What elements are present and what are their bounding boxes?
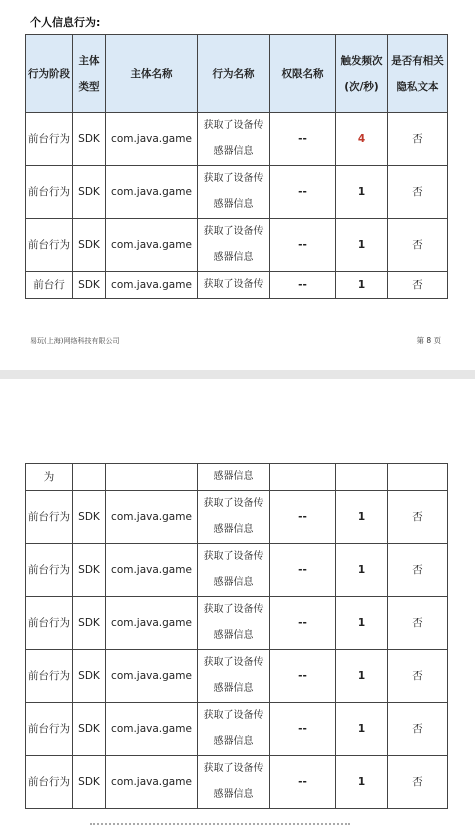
table-row xyxy=(26,491,448,544)
cell-type: SDK xyxy=(73,703,106,756)
cell-permission: -- xyxy=(270,544,336,597)
cell-stage: 前台行为 xyxy=(26,491,73,544)
cell-type: SDK xyxy=(73,491,106,544)
cell-type: SDK xyxy=(73,597,106,650)
cell-permission: -- xyxy=(270,491,336,544)
cell-frequency: 1 xyxy=(336,544,388,597)
cell-type: SDK xyxy=(73,113,106,166)
cell-action: 获取了设备传 xyxy=(198,272,270,299)
cell-stage: 前台行为 xyxy=(26,544,73,597)
cell-action: 获取了设备传感器信息 xyxy=(198,544,270,597)
cell-frequency: 1 xyxy=(336,491,388,544)
cell-privacy: 否 xyxy=(388,703,448,756)
cell-frequency: 1 xyxy=(336,219,388,272)
cell-name: com.java.game xyxy=(106,756,198,809)
cell-permission: -- xyxy=(270,703,336,756)
cell-type xyxy=(73,464,106,491)
cell-privacy: 否 xyxy=(388,597,448,650)
cell-permission: -- xyxy=(270,272,336,299)
cell-stage: 前台行为 xyxy=(26,219,73,272)
cell-action: 获取了设备传感器信息 xyxy=(198,650,270,703)
cell-frequency: 1 xyxy=(336,703,388,756)
cell-name: com.java.game xyxy=(106,650,198,703)
cell-frequency: 1 xyxy=(336,272,388,299)
cell-privacy: 否 xyxy=(388,491,448,544)
table-row xyxy=(26,756,448,809)
cell-privacy: 否 xyxy=(388,756,448,809)
cell-frequency: 1 xyxy=(336,756,388,809)
cell-privacy: 否 xyxy=(388,166,448,219)
cell-type: SDK xyxy=(73,650,106,703)
header-permission: 权限名称 xyxy=(270,35,336,113)
cell-permission: -- xyxy=(270,219,336,272)
table-row xyxy=(26,597,448,650)
table-row xyxy=(26,166,448,219)
cell-permission: -- xyxy=(270,650,336,703)
cell-stage: 前台行为 xyxy=(26,113,73,166)
cell-action: 获取了设备传感器信息 xyxy=(198,166,270,219)
cell-permission: -- xyxy=(270,597,336,650)
cell-action: 获取了设备传感器信息 xyxy=(198,597,270,650)
cell-stage: 前台行为 xyxy=(26,756,73,809)
cell-frequency: 1 xyxy=(336,166,388,219)
footer-company: 易玩(上海)网络科技有限公司 xyxy=(30,337,120,345)
cell-permission: -- xyxy=(270,756,336,809)
cell-stage: 前台行为 xyxy=(26,597,73,650)
footer-page-number: 第 8 页 xyxy=(416,336,441,345)
cell-privacy: 否 xyxy=(388,113,448,166)
cell-type: SDK xyxy=(73,166,106,219)
cut-off-text-line xyxy=(30,0,340,6)
cell-name: com.java.game xyxy=(106,272,198,299)
cell-stage: 为 xyxy=(26,464,73,491)
cell-action: 获取了设备传感器信息 xyxy=(198,703,270,756)
header-frequency: 触发频次(次/秒) xyxy=(336,35,388,113)
cell-stage: 前台行为 xyxy=(26,166,73,219)
cell-name xyxy=(106,464,198,491)
cell-privacy: 否 xyxy=(388,650,448,703)
cell-action: 获取了设备传感器信息 xyxy=(198,491,270,544)
cell-stage: 前台行 xyxy=(26,272,73,299)
behavior-table-page-8 xyxy=(25,34,448,299)
table-row xyxy=(26,544,448,597)
cell-type: SDK xyxy=(73,544,106,597)
cell-name: com.java.game xyxy=(106,544,198,597)
cell-name: com.java.game xyxy=(106,166,198,219)
cell-stage: 前台行为 xyxy=(26,703,73,756)
cell-name: com.java.game xyxy=(106,703,198,756)
cell-permission: -- xyxy=(270,113,336,166)
cell-permission xyxy=(270,464,336,491)
header-privacy: 是否有相关隐私文本 xyxy=(388,35,448,113)
section-title: 个人信息行为: xyxy=(30,16,101,29)
cell-action: 获取了设备传感器信息 xyxy=(198,113,270,166)
cell-permission: -- xyxy=(270,166,336,219)
cell-privacy: 否 xyxy=(388,219,448,272)
header-type: 主体类型 xyxy=(73,35,106,113)
table-header-row xyxy=(26,35,448,113)
table-row xyxy=(26,703,448,756)
cell-type: SDK xyxy=(73,219,106,272)
cell-name: com.java.game xyxy=(106,113,198,166)
cell-privacy: 否 xyxy=(388,544,448,597)
table-row xyxy=(26,113,448,166)
cell-name: com.java.game xyxy=(106,491,198,544)
cut-off-text-line xyxy=(90,823,350,827)
header-name: 主体名称 xyxy=(106,35,198,113)
cell-action: 感器信息 xyxy=(198,464,270,491)
cell-frequency xyxy=(336,464,388,491)
table-row-continuation xyxy=(26,464,448,491)
behavior-table-page-9 xyxy=(25,463,448,809)
cell-privacy xyxy=(388,464,448,491)
header-action: 行为名称 xyxy=(198,35,270,113)
cell-name: com.java.game xyxy=(106,219,198,272)
table-row xyxy=(26,219,448,272)
document-page-8 xyxy=(0,0,475,370)
header-stage: 行为阶段 xyxy=(26,35,73,113)
cell-frequency: 1 xyxy=(336,650,388,703)
cell-frequency: 4 xyxy=(336,113,388,166)
cell-action: 获取了设备传感器信息 xyxy=(198,219,270,272)
table-row xyxy=(26,650,448,703)
cell-action: 获取了设备传感器信息 xyxy=(198,756,270,809)
cell-name: com.java.game xyxy=(106,597,198,650)
cell-frequency: 1 xyxy=(336,597,388,650)
table-row xyxy=(26,272,448,299)
cell-stage: 前台行为 xyxy=(26,650,73,703)
document-page-9 xyxy=(0,379,475,827)
cell-type: SDK xyxy=(73,756,106,809)
cell-type: SDK xyxy=(73,272,106,299)
cell-privacy: 否 xyxy=(388,272,448,299)
